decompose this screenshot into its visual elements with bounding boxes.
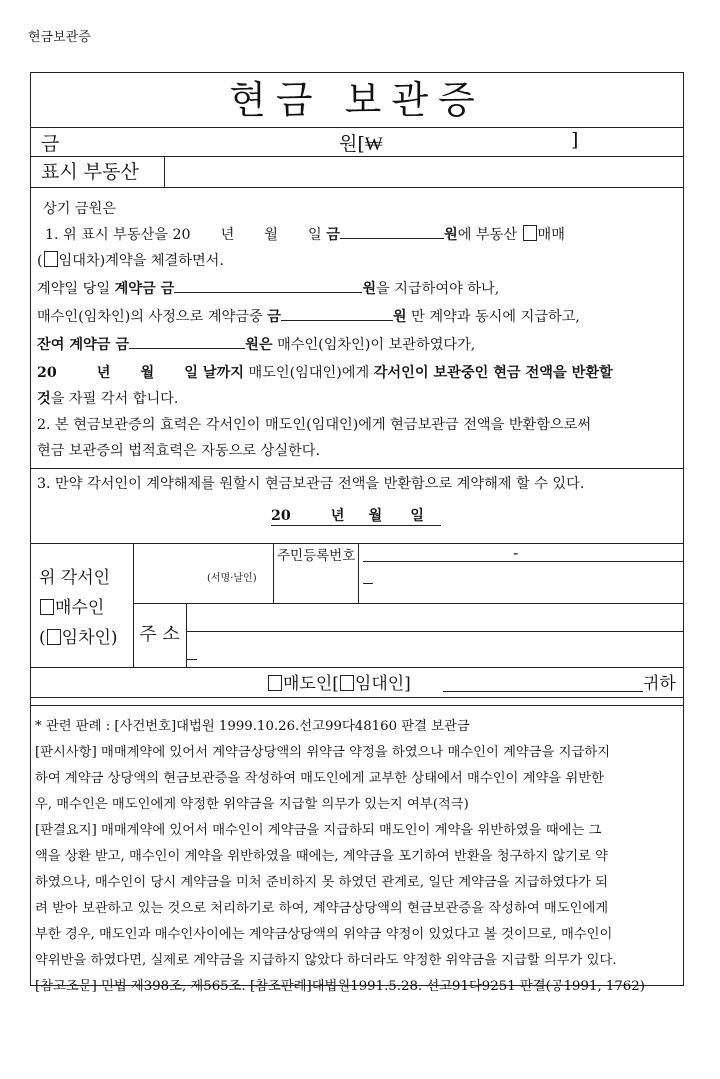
return-year-prefix: 20 <box>37 365 57 381</box>
date-day: 일 <box>410 508 424 524</box>
property-field[interactable] <box>165 157 683 187</box>
amount-label: 금 <box>41 133 60 155</box>
amount-row <box>31 128 683 157</box>
header-label: 현금보관증 <box>28 30 91 45</box>
signer-section <box>31 543 683 668</box>
id-dash: - <box>513 543 519 562</box>
signer-title: 위 각서인 <box>39 568 111 588</box>
note-line: 액을 상환 받고, 매수인이 계약을 위반하였을 때에는, 계약금을 포기하여 반환을 청구하지 않기로 약 <box>35 849 608 864</box>
recipient-text <box>267 669 411 694</box>
term1-year: 년 <box>220 227 235 243</box>
note-line: [판결요지] 매매계약에 있어서 매수인이 계약금을 지급하되 매도인이 계약을 위반하였을 때에는 그 <box>35 823 602 838</box>
intro-line: 상기 금원은 <box>43 201 117 217</box>
date-line <box>271 505 424 525</box>
return-line <box>37 362 613 382</box>
partial-text2: 만 계약과 동시에 지급하고, <box>411 309 580 325</box>
partial-label: 금 <box>267 309 281 325</box>
recipient-row <box>31 667 683 698</box>
term2-line: 2. 본 현금보관증의 효력은 각서인이 매도인(임대인)에게 현금보관금 전액을 반환함으로써 <box>37 417 592 433</box>
recipient-name-field[interactable] <box>443 691 643 692</box>
tenant-checkbox[interactable] <box>47 629 61 645</box>
deposit-text: 계약일 당일 <box>37 281 111 297</box>
lease-checkbox[interactable] <box>44 251 58 267</box>
remaining-line <box>37 334 475 354</box>
term2-line2: 현금 보관증의 법적효력은 자동으로 상실한다. <box>37 443 320 459</box>
document-title: 현금 보관증 <box>31 73 683 128</box>
term1-text: 1. 위 표시 부동산을 20 <box>45 227 191 243</box>
remaining-label: 잔여 계약금 금 <box>37 337 130 353</box>
deposit-line <box>37 278 499 298</box>
return-month: 월 <box>140 365 155 381</box>
amount-won-label: 원[₩ <box>339 133 383 155</box>
pledge-text: 을 자필 각서 합니다. <box>50 391 179 407</box>
date-year: 년 <box>330 508 345 524</box>
note-line: * 관련 판례 : [사건번호]대법원 1999.10.26.선고99다48160 판결 보관금 <box>35 719 470 734</box>
deposit-amount-field[interactable] <box>174 278 362 293</box>
note-line: 하였으나, 매수인이 당시 계약금을 미처 준비하지 못 하였던 관계로, 일단 계약금을 지급하였다가 되 <box>35 875 608 890</box>
amount-bracket-close: ] <box>571 129 579 151</box>
partial-text: 매수인(임차인)의 사정으로 계약금중 <box>37 309 263 325</box>
sale-checkbox[interactable] <box>523 225 537 241</box>
term1-amount-label: 금 <box>326 227 340 243</box>
remaining-won: 원은 <box>245 337 273 353</box>
partial-won: 원 <box>392 309 407 325</box>
term1-amount-field[interactable] <box>340 224 444 239</box>
term1-day: 일 <box>308 227 322 243</box>
note-line: [판시사항] 매매계약에 있어서 계약금상당액의 위약금 약정을 하였으나 매수인이 계약금을 지급하지 <box>35 745 611 760</box>
date-year-prefix: 20 <box>271 508 291 524</box>
return-text: 매도인(임대인)에게 <box>248 365 370 381</box>
tenant-option <box>39 623 118 648</box>
recipient-suffix: 귀하 <box>643 674 676 694</box>
note-line: [참고조문] 민법 제398조, 제565조. [참조판례]대법원1991.5.28. 선고91다9251 판결(공1991, 1762) <box>35 979 645 994</box>
note-line: 하여 계약금 상당액의 현금보관증을 작성하여 매도인에게 교부한 상태에서 매수인이 계약을 위반한 <box>35 771 604 786</box>
pledge-line <box>37 388 178 408</box>
tenant-label: 임차인) <box>61 628 118 648</box>
partial-amount-field[interactable] <box>281 306 393 321</box>
term1-line <box>45 224 565 244</box>
note-line: 려 받아 보관하고 있는 것으로 처리하기로 하여, 계약금상당액의 현금보관증을 작성하여 매도인에게 <box>35 901 609 916</box>
note-line: 부한 경우, 매도인과 매수인사이에는 계약금상당액의 위약금 약정이 있었다고 볼 것이므로, 매수인이 <box>35 927 613 942</box>
sale-label: 매매 <box>537 227 565 243</box>
landlord-checkbox[interactable] <box>340 675 354 691</box>
pledge-bold: 것 <box>37 391 51 407</box>
address-field[interactable] <box>187 603 683 667</box>
return-deadline: 일 날까지 <box>184 365 244 381</box>
id-number-field[interactable] <box>359 543 683 603</box>
return-text-bold: 각서인이 보관중인 현금 전액을 반환할 <box>373 365 613 381</box>
address-label: 주 소 <box>133 603 187 667</box>
remaining-text: 매수인(임차인)이 보관하였다가, <box>277 337 476 353</box>
deposit-text2: 을 지급하여야 하나, <box>376 281 500 297</box>
buyer-checkbox[interactable] <box>40 599 54 615</box>
return-year: 년 <box>96 365 111 381</box>
terms-body <box>31 188 683 469</box>
term1-line2 <box>37 250 224 270</box>
seller-checkbox[interactable] <box>268 675 282 691</box>
lease-text: 임대차)계약을 체결하면서. <box>58 253 224 269</box>
date-month: 월 <box>368 508 383 524</box>
term1-won: 원 <box>443 227 458 243</box>
buyer-label: 매수인 <box>55 598 105 618</box>
receipt-form <box>30 72 684 994</box>
deposit-won: 원 <box>362 281 377 297</box>
sign-hint: (서명·날인) <box>207 573 257 584</box>
landlord-label: 임대인] <box>354 674 411 694</box>
buyer-option <box>39 593 104 618</box>
term3-line: 3. 만약 각서인이 계약해제를 원할시 현금보관금 전액을 반환함으로 계약해제 할 수 있다. <box>37 476 585 492</box>
property-row <box>31 157 683 188</box>
tenant-paren: ( <box>39 628 46 648</box>
note-line: 약위반을 하였다면, 실제로 계약금을 지급하지 않았다 하더라도 약정한 위약금을 지급할 의무가 있다. <box>35 953 617 968</box>
note-line: 우, 매수인은 매도인에게 약정한 위약금을 지급할 의무가 있는지 여부(적극) <box>35 797 469 812</box>
signer-label-cell <box>31 543 134 667</box>
signature-field[interactable] <box>133 543 274 603</box>
property-label: 표시 부동산 <box>31 157 165 187</box>
term1-text2: 에 부동산 <box>457 227 518 243</box>
remaining-amount-field[interactable] <box>129 334 245 349</box>
paren-open: ( <box>37 253 43 269</box>
deposit-label: 계약금 금 <box>114 281 175 297</box>
term1-month: 월 <box>264 227 279 243</box>
seller-label: 매도인[ <box>283 674 339 694</box>
partial-line <box>37 306 580 326</box>
id-number-label: 주민등록번호 <box>273 543 359 603</box>
